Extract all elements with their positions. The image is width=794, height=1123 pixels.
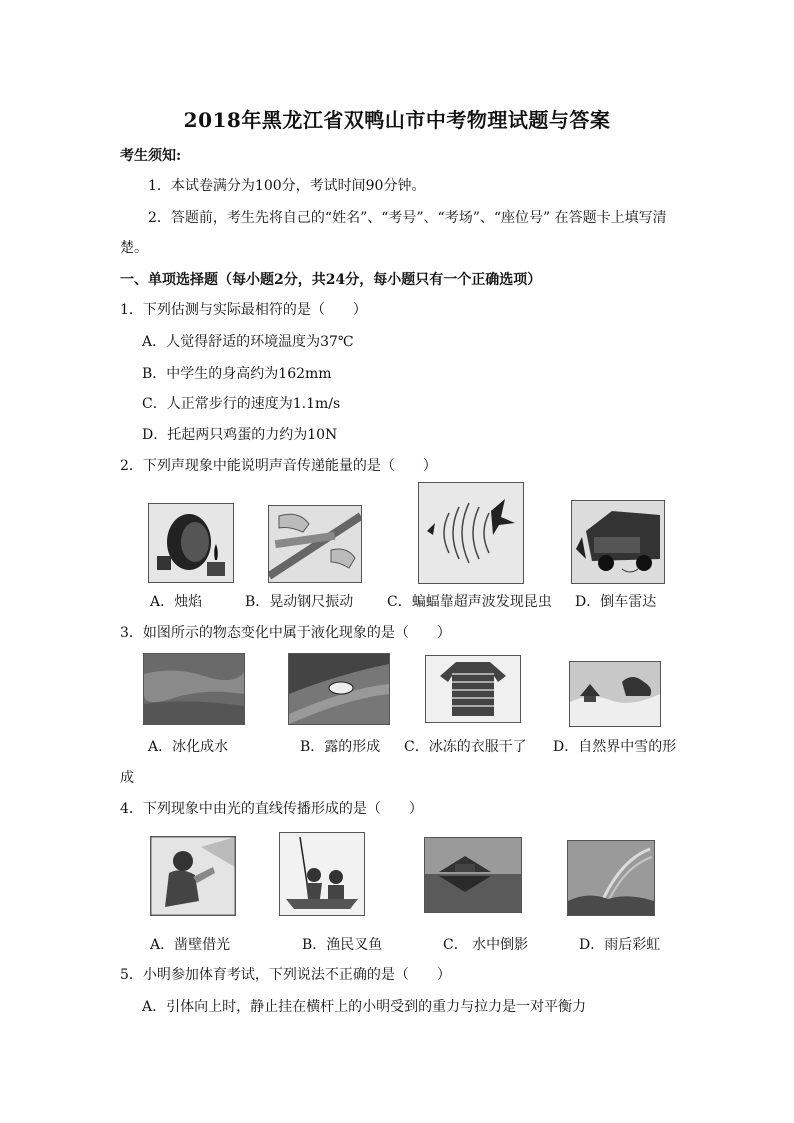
- question-3-caption-c: C．冰冻的衣服干了: [404, 739, 527, 755]
- question-4-caption-a: A．凿壁借光: [150, 937, 231, 953]
- question-3-figure-c: [425, 655, 521, 723]
- question-3-figure-b: [288, 653, 390, 725]
- question-2-figure-c: [418, 482, 524, 584]
- question-2-caption-d: D．倒车雷达: [575, 594, 657, 610]
- question-4-caption-b: B．渔民叉鱼: [302, 937, 383, 953]
- notice-item: 1．本试卷满分为100分，考试时间90分钟。: [148, 178, 426, 194]
- question-4-figure-c: [424, 837, 522, 913]
- question-3-figure-a: [143, 653, 245, 725]
- question-2-stem: 2．下列声现象中能说明声音传递能量的是（ ）: [120, 458, 437, 474]
- question-1-stem: 1．下列估测与实际最相符的是（ ）: [120, 302, 367, 318]
- question-4-stem: 4．下列现象中由光的直线传播形成的是（ ）: [120, 801, 423, 817]
- question-4-figure-d: [567, 840, 655, 916]
- question-1-option-a: A．人觉得舒适的环境温度为37℃: [142, 334, 354, 350]
- notice-item-wrap: 楚。: [120, 240, 148, 256]
- question-5-stem: 5．小明参加体育考试，下列说法不正确的是（ ）: [120, 967, 451, 983]
- section-heading: 一、单项选择题（每小题2分，共24分，每小题只有一个正确选项）: [120, 272, 542, 288]
- question-2-figure-b: [268, 505, 362, 583]
- question-4-figure-b: [279, 832, 365, 916]
- question-1-option-b: B．中学生的身高约为162mm: [142, 366, 332, 382]
- question-4-figure-a: [150, 836, 236, 916]
- question-3-stem: 3．如图所示的物态变化中属于液化现象的是（ ）: [120, 625, 451, 641]
- question-2-figure-a: [148, 503, 234, 583]
- question-5-option-a: A．引体向上时，静止挂在横杆上的小明受到的重力与拉力是一对平衡力: [142, 999, 587, 1015]
- question-3-caption-b: B．露的形成: [300, 739, 381, 755]
- question-2-caption-a: A．烛焰: [150, 594, 203, 610]
- notice-heading: 考生须知:: [120, 148, 182, 164]
- question-2-figure-d: [571, 500, 665, 584]
- question-4-caption-c: C． 水中倒影: [443, 937, 529, 953]
- question-3-figure-d: [569, 661, 661, 727]
- question-2-caption-c: C．蝙蝠靠超声波发现昆虫: [387, 594, 552, 610]
- notice-item: 2．答题前，考生先将自己的“姓名”、“考号”、“考场”、“座位号” 在答题卡上填写清: [148, 210, 667, 226]
- question-1-option-c: C．人正常步行的速度为1.1m/s: [142, 396, 341, 412]
- page-title: 2018年黑龙江省双鸭山市中考物理试题与答案: [183, 108, 611, 132]
- question-3-caption-d: D．自然界中雪的形: [553, 739, 677, 755]
- question-4-caption-d: D．雨后彩虹: [579, 937, 661, 953]
- question-1-option-d: D．托起两只鸡蛋的力约为10N: [142, 427, 338, 443]
- question-3-caption-d-wrap: 成: [120, 770, 134, 786]
- question-3-caption-a: A．冰化成水: [148, 739, 229, 755]
- question-2-caption-b: B．晃动钢尺振动: [245, 594, 354, 610]
